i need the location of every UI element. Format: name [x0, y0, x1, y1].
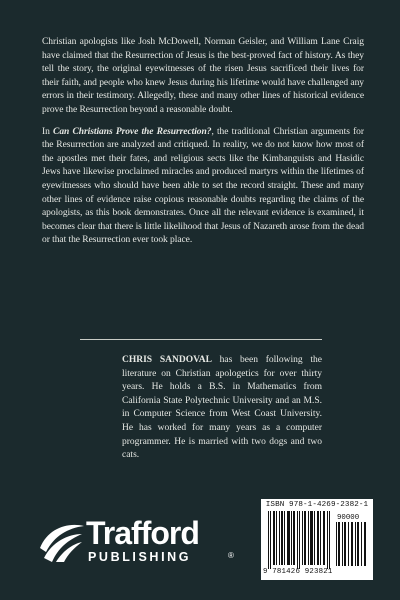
- blurb-lead: In: [42, 126, 54, 137]
- publisher-logo: [38, 516, 238, 568]
- blurb-paragraph-2: [42, 126, 364, 248]
- trafford-swoosh-icon: [38, 518, 86, 564]
- registered-mark: ®: [228, 551, 234, 560]
- author-bio: [122, 354, 322, 463]
- publisher-subtitle: PUBLISHING: [88, 550, 192, 564]
- author-name: CHRIS SANDOVAL: [122, 355, 212, 365]
- barcode-box: [261, 499, 373, 580]
- isbn-label: ISBN 978-1-4269-2382-1: [265, 501, 369, 509]
- blurb-paragraph-1: Christian apologists like Josh McDowell, Norman Geisler, and William Lane Craig have claimed that the Resurrection of Jesus is the best-proved fact of history. As they tell the story, the original eyewitnesses of the risen Jesus sacrificed their lives for their faith, and people who knew Jesus during his lifetime would have challenged any errors in their testimony. Allegedly, these and many other lines of historical evidence prove the Resurrection beyond a reasonable doubt.: [42, 37, 364, 115]
- price-code: 90000: [337, 514, 360, 522]
- book-blurb: [42, 36, 364, 256]
- ean-barcode: [267, 511, 333, 569]
- ean-digits: 9 781426 923821: [263, 568, 333, 576]
- author-bio-text: has been following the literature on Christian apologetics for over thirty years. He holds a B.S. in Mathematics from California State Polytechnic University and an M.S. in Computer Science from West Coast University. He has worked for many years as a computer programmer. He is married with two dogs and two cats.: [122, 355, 322, 461]
- addon-barcode: [336, 522, 368, 566]
- publisher-name: Trafford: [86, 515, 199, 551]
- book-title-inline: Can Christians Prove the Resurrection?: [53, 126, 212, 137]
- blurb-rest: , the traditional Christian arguments for the Resurrection are analyzed and critiqued. In reality, we do not know how most of the apostles met their fates, and religious sects like the Kimbanguists and Hasidic Jews have likewise proclaimed miracles and produced martyrs within the lifetimes of eyewitnesses who should have been able to set the record straight. These and many other lines of evidence raise copious reasonable doubts regarding the claims of the apologists, as this book demonstrates. Once all the relevant evidence is examined, it becomes clear that there is little likelihood that Jesus of Nazareth arose from the dead or that the Resurrection ever took place.: [42, 126, 364, 246]
- section-divider: [80, 339, 322, 340]
